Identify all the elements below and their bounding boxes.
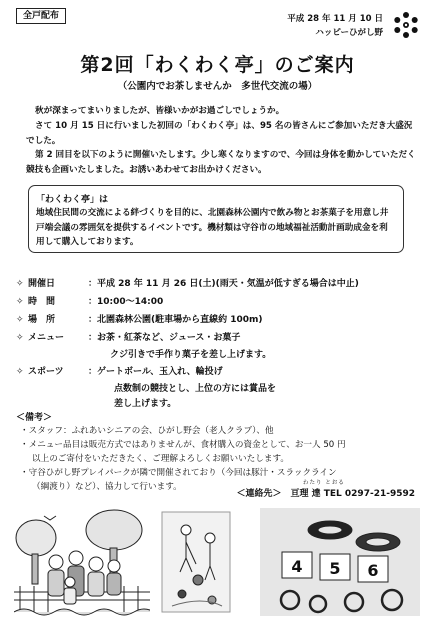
community-gathering-illustration — [14, 508, 150, 616]
detail-value: ：お茶・紅茶など、ジュース・お菓子 — [88, 333, 241, 343]
contact-line: ＜連絡先＞ 亘理 達 TEL 0297-21-9592 — [236, 489, 415, 499]
remark-donation: ・メニュー品目は販売方式ではありませんが、食材購入の資金として、お一人 50 円 — [20, 440, 346, 450]
about-box-body: 地域住民間の交流による絆づくりを目的に、北園森林公園内で飲み物とお茶菓子を用意し井戸端会議の雰囲気を提供するイベントです。機材類は守谷市の地域福祉活動計画助成金を利用して購入しております。 — [36, 208, 389, 247]
detail-label: 開催日 — [28, 279, 56, 289]
detail-menu-continued: クジ引きで手作り菓子を差し上げます。 — [110, 350, 272, 360]
detail-row-menu — [16, 330, 240, 343]
remark-donation-cont: 以上のご寄付をいただきたく、ご理解よろしくお願いいたします。 — [32, 454, 289, 464]
detail-label: 時 間 — [28, 297, 56, 307]
detail-value: ：北園森林公園(駐車場から直線約 100m) — [88, 315, 263, 325]
issue-date: 平成 28 年 11 月 10 日 — [287, 14, 383, 24]
detail-label: スポーツ — [28, 367, 64, 377]
detail-value: ：ゲートボール、玉入れ、輪投げ — [88, 367, 223, 377]
detail-row-sports — [16, 364, 223, 377]
sparkle-icon: ✧ — [16, 367, 24, 377]
detail-label: メニュー — [28, 333, 65, 343]
sparkle-icon: ✧ — [16, 297, 24, 307]
detail-label: 場 所 — [28, 315, 56, 325]
detail-row-time — [16, 294, 163, 307]
intro-paragraph-1: 秋が深まってまいりましたが、皆様いかがお過ごしでしょうか。 — [35, 106, 285, 116]
detail-value: ：10:00～14:00 — [88, 297, 164, 307]
page-subtitle: （公園内でお茶しませんか 多世代交流の場） — [117, 81, 318, 92]
organizer-name: ハッピーひがし野 — [315, 28, 383, 38]
gateball-players-illustration — [160, 508, 232, 616]
sparkle-icon: ✧ — [16, 279, 24, 289]
remarks-heading: ＜備考＞ — [16, 413, 53, 423]
intro-paragraph-2: さて 10 月 15 日に行いました初回の「わくわく亭」は、95 名の皆さんにご参加いただき大盛況でした。 — [26, 121, 413, 146]
intro-paragraph-3: 第 2 回目を以下のように開催いたします。少し寒くなりますので、今回は身体を動かしていただく競技も企画いたしました。お誘いあわせてお出かけください。 — [26, 150, 416, 175]
about-box-heading: 「わくわく亭」は — [36, 195, 109, 205]
distribution-badge: 全戸配布 — [16, 8, 66, 24]
detail-row-date — [16, 276, 359, 289]
sparkle-icon: ✧ — [16, 315, 24, 325]
remark-staff: ・スタッフ：ふれあいシニアの会、ひがし野会（老人クラブ）、他 — [20, 426, 274, 436]
svg-text:5: 5 — [329, 559, 341, 578]
ring-toss-illustration — [260, 508, 420, 616]
detail-sports-continued-2: 差し上げます。 — [114, 399, 177, 409]
snowflake-logo-icon — [391, 10, 421, 40]
remark-playpark: ・守谷ひがし野プレイパークが隣で開催されており（今回は豚汁・スラックライン — [20, 468, 337, 478]
svg-text:4: 4 — [291, 557, 303, 576]
detail-row-place — [16, 312, 263, 325]
detail-sports-continued-1: 点数制の競技とし、上位の方には賞品を — [114, 384, 277, 394]
contact-name-reading: わたり とおる — [303, 480, 345, 486]
page-title: 第2回「わくわく亭」のご案内 — [80, 54, 355, 76]
remark-playpark-cont: （綱渡り）など）、協力して行います。 — [32, 482, 182, 492]
detail-value: ：平成 28 年 11 月 26 日(土)(雨天・気温が低すぎる場合は中止) — [88, 279, 359, 289]
svg-text:6: 6 — [367, 561, 379, 580]
sparkle-icon: ✧ — [16, 333, 24, 343]
